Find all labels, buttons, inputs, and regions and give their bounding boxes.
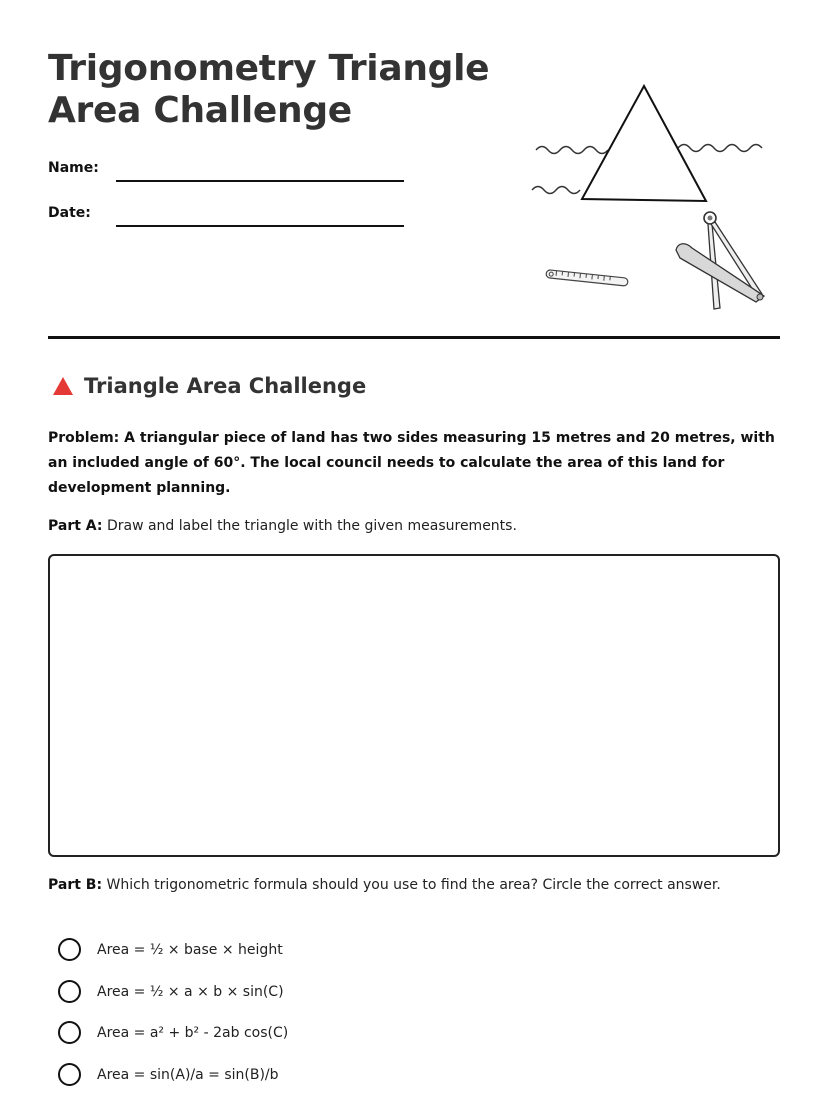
answer-option-text: Area = ½ × a × b × sin(C)	[97, 983, 284, 1000]
section-heading	[52, 374, 366, 398]
part-a-label: Part A:	[48, 518, 103, 534]
date-label: Date:	[48, 205, 91, 221]
answer-option-4[interactable]	[58, 1063, 279, 1086]
name-field[interactable]	[116, 180, 404, 182]
answer-option-text: Area = ½ × base × height	[97, 941, 283, 958]
part-b-text: Which trigonometric formula should you use to find the area? Circle the correct answer.	[106, 877, 721, 893]
red-triangle-icon	[52, 376, 74, 396]
date-field[interactable]	[116, 225, 404, 227]
answer-option-text: Area = sin(A)/a = sin(B)/b	[97, 1066, 279, 1083]
part-a-prompt	[48, 518, 517, 534]
section-heading-text: Triangle Area Challenge	[84, 374, 367, 398]
radio-circle[interactable]	[58, 1063, 81, 1086]
answer-option-1[interactable]	[58, 938, 283, 961]
part-a-text: Draw and label the triangle with the given measurements.	[106, 518, 517, 534]
triangle-compass-ruler-illustration	[528, 78, 788, 318]
answer-option-3[interactable]	[58, 1021, 288, 1044]
radio-circle[interactable]	[58, 1021, 81, 1044]
part-b-label: Part B:	[48, 877, 103, 893]
answer-option-2[interactable]	[58, 980, 284, 1003]
answer-option-text: Area = a² + b² - 2ab cos(C)	[97, 1024, 289, 1041]
drawing-area[interactable]	[48, 554, 780, 857]
radio-circle[interactable]	[58, 938, 81, 961]
radio-circle[interactable]	[58, 980, 81, 1003]
worksheet-title: Trigonometry Triangle Area Challenge	[48, 48, 490, 131]
name-label: Name:	[48, 160, 99, 176]
problem-text: A triangular piece of land has two sides measuring 15 metres and 20 metres, with an included angle of 60°. The local council needs to calculate the area of this land for development planning.	[48, 430, 775, 496]
problem-statement	[48, 426, 778, 501]
part-b-prompt	[48, 877, 721, 893]
problem-label: Problem:	[48, 430, 120, 446]
section-divider	[48, 336, 780, 339]
